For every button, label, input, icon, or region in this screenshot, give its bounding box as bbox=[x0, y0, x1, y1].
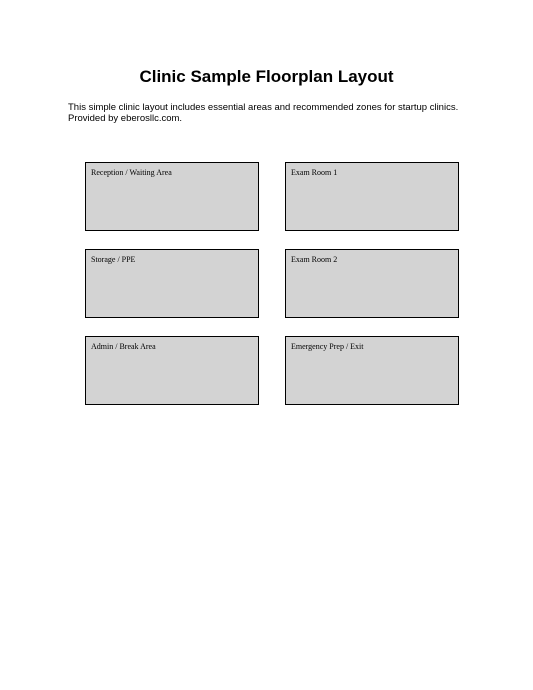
room-label: Storage / PPE bbox=[91, 255, 136, 264]
room-storage-ppe bbox=[85, 249, 259, 318]
room-admin-break bbox=[85, 336, 259, 405]
room-label: Reception / Waiting Area bbox=[91, 168, 172, 177]
room-label: Exam Room 1 bbox=[291, 168, 338, 177]
intro-paragraph: This simple clinic layout includes essential areas and recommended zones for startup clinics. Provided by eberosllc.com. bbox=[68, 102, 459, 124]
room-exam-1 bbox=[285, 162, 459, 231]
page-title: Clinic Sample Floorplan Layout bbox=[139, 67, 394, 86]
room-label: Admin / Break Area bbox=[91, 342, 156, 351]
room-label: Emergency Prep / Exit bbox=[291, 342, 364, 351]
room-exam-2 bbox=[285, 249, 459, 318]
room-label: Exam Room 2 bbox=[291, 255, 338, 264]
room-reception-waiting bbox=[85, 162, 259, 231]
room-emergency-exit bbox=[285, 336, 459, 405]
